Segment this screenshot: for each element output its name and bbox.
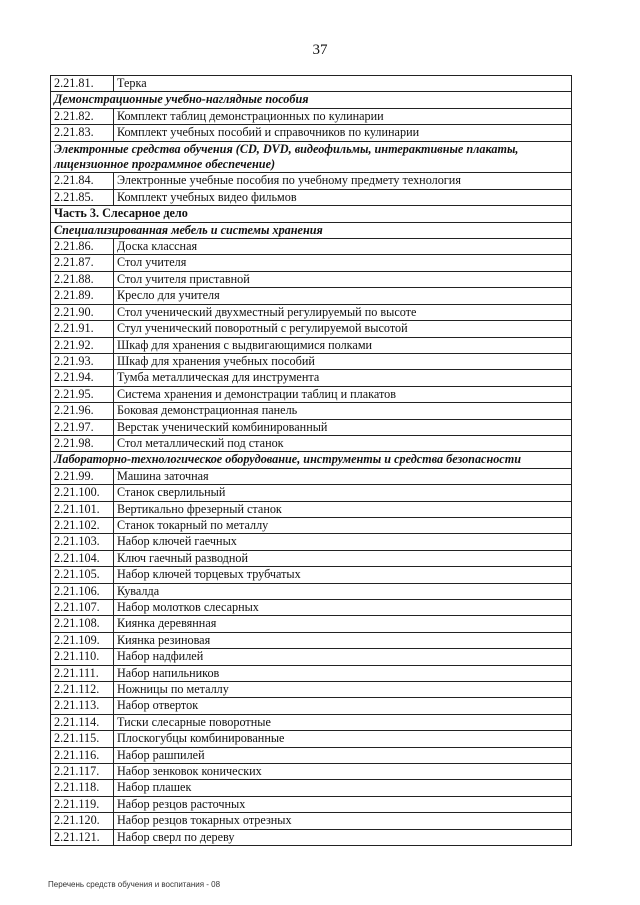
item-name: Станок сверлильный <box>114 485 572 501</box>
item-code: 2.21.88. <box>51 271 114 287</box>
table-row <box>51 600 572 616</box>
item-name: Комплект учебных пособий и справочников по кулинарии <box>114 125 572 141</box>
item-code: 2.21.113. <box>51 698 114 714</box>
item-code: 2.21.116. <box>51 747 114 763</box>
item-code: 2.21.105. <box>51 567 114 583</box>
item-name: Система хранения и демонстрации таблиц и плакатов <box>114 386 572 402</box>
item-name: Набор резцов токарных отрезных <box>114 813 572 829</box>
item-code: 2.21.90. <box>51 304 114 320</box>
section-heading-row <box>51 141 572 173</box>
item-name: Стол учителя приставной <box>114 271 572 287</box>
part-heading-row <box>51 206 572 222</box>
table-row <box>51 616 572 632</box>
section-heading: Лабораторно-технологическое оборудование, инструменты и средства безопасности <box>51 452 572 468</box>
table-row <box>51 403 572 419</box>
item-code: 2.21.117. <box>51 764 114 780</box>
table-row <box>51 189 572 205</box>
item-code: 2.21.93. <box>51 353 114 369</box>
item-code: 2.21.106. <box>51 583 114 599</box>
table-row <box>51 649 572 665</box>
table-row <box>51 304 572 320</box>
item-name: Стол металлический под станок <box>114 435 572 451</box>
item-name: Набор молотков слесарных <box>114 600 572 616</box>
item-code: 2.21.86. <box>51 239 114 255</box>
item-code: 2.21.96. <box>51 403 114 419</box>
table-row <box>51 353 572 369</box>
table-row <box>51 419 572 435</box>
table-row <box>51 747 572 763</box>
table-row <box>51 780 572 796</box>
table-row <box>51 813 572 829</box>
item-name: Шкаф для хранения учебных пособий <box>114 353 572 369</box>
item-code: 2.21.107. <box>51 600 114 616</box>
item-name: Тумба металлическая для инструмента <box>114 370 572 386</box>
item-code: 2.21.81. <box>51 76 114 92</box>
table-row <box>51 271 572 287</box>
item-name: Набор отверток <box>114 698 572 714</box>
item-name: Плоскогубцы комбинированные <box>114 731 572 747</box>
table-row <box>51 796 572 812</box>
item-name: Киянка резиновая <box>114 632 572 648</box>
table-row <box>51 288 572 304</box>
item-name: Набор резцов расточных <box>114 796 572 812</box>
item-name: Доска классная <box>114 239 572 255</box>
item-name: Станок токарный по металлу <box>114 517 572 533</box>
table-body <box>51 76 572 846</box>
table-row <box>51 567 572 583</box>
item-name: Набор ключей гаечных <box>114 534 572 550</box>
item-name: Набор рашпилей <box>114 747 572 763</box>
item-code: 2.21.85. <box>51 189 114 205</box>
table-row <box>51 255 572 271</box>
item-name: Тиски слесарные поворотные <box>114 714 572 730</box>
item-code: 2.21.98. <box>51 435 114 451</box>
item-name: Набор ключей торцевых трубчатых <box>114 567 572 583</box>
section-heading-row <box>51 92 572 108</box>
table-row <box>51 829 572 845</box>
item-code: 2.21.83. <box>51 125 114 141</box>
item-name: Комплект таблиц демонстрационных по кулинарии <box>114 108 572 124</box>
item-name: Набор напильников <box>114 665 572 681</box>
table-row <box>51 583 572 599</box>
item-name: Стол учителя <box>114 255 572 271</box>
item-code: 2.21.82. <box>51 108 114 124</box>
item-code: 2.21.92. <box>51 337 114 353</box>
item-name: Стул ученический поворотный с регулируемой высотой <box>114 321 572 337</box>
item-name: Кресло для учителя <box>114 288 572 304</box>
item-name: Ключ гаечный разводной <box>114 550 572 566</box>
table-row <box>51 337 572 353</box>
item-code: 2.21.84. <box>51 173 114 189</box>
item-code: 2.21.112. <box>51 682 114 698</box>
item-name: Набор сверл по дереву <box>114 829 572 845</box>
item-name: Терка <box>114 76 572 92</box>
table-row <box>51 534 572 550</box>
item-code: 2.21.89. <box>51 288 114 304</box>
item-code: 2.21.100. <box>51 485 114 501</box>
item-code: 2.21.94. <box>51 370 114 386</box>
section-heading: Специализированная мебель и системы хранения <box>51 222 572 238</box>
table-row <box>51 550 572 566</box>
table-row <box>51 485 572 501</box>
item-name: Электронные учебные пособия по учебному предмету технология <box>114 173 572 189</box>
item-code: 2.21.91. <box>51 321 114 337</box>
table-row <box>51 682 572 698</box>
item-name: Машина заточная <box>114 468 572 484</box>
table-row <box>51 731 572 747</box>
item-name: Стол ученический двухместный регулируемый по высоте <box>114 304 572 320</box>
table-row <box>51 468 572 484</box>
item-name: Верстак ученический комбинированный <box>114 419 572 435</box>
item-name: Ножницы по металлу <box>114 682 572 698</box>
item-name: Набор зенковок конических <box>114 764 572 780</box>
table-row <box>51 321 572 337</box>
table-row <box>51 435 572 451</box>
page-footer: Перечень средств обучения и воспитания - 08 <box>48 880 221 889</box>
item-name: Комплект учебных видео фильмов <box>114 189 572 205</box>
table-row <box>51 386 572 402</box>
item-name: Боковая демонстрационная панель <box>114 403 572 419</box>
table-row <box>51 517 572 533</box>
table-row <box>51 76 572 92</box>
item-name: Вертикально фрезерный станок <box>114 501 572 517</box>
table-row <box>51 108 572 124</box>
item-code: 2.21.97. <box>51 419 114 435</box>
item-code: 2.21.95. <box>51 386 114 402</box>
part-heading: Часть 3. Слесарное дело <box>51 206 572 222</box>
item-code: 2.21.120. <box>51 813 114 829</box>
item-code: 2.21.110. <box>51 649 114 665</box>
item-code: 2.21.101. <box>51 501 114 517</box>
item-name: Киянка деревянная <box>114 616 572 632</box>
item-code: 2.21.111. <box>51 665 114 681</box>
table-row <box>51 698 572 714</box>
item-name: Шкаф для хранения с выдвигающимися полками <box>114 337 572 353</box>
item-code: 2.21.118. <box>51 780 114 796</box>
table-row <box>51 370 572 386</box>
section-heading: Электронные средства обучения (CD, DVD, видеофильмы, интерактивные плакаты, лицензионное программное обеспечение) <box>51 141 572 173</box>
item-name: Набор плашек <box>114 780 572 796</box>
item-name: Набор надфилей <box>114 649 572 665</box>
item-code: 2.21.87. <box>51 255 114 271</box>
item-code: 2.21.108. <box>51 616 114 632</box>
table-row <box>51 632 572 648</box>
section-heading-row <box>51 452 572 468</box>
section-heading: Демонстрационные учебно-наглядные пособия <box>51 92 572 108</box>
table-row <box>51 173 572 189</box>
table-row <box>51 665 572 681</box>
section-heading-row <box>51 222 572 238</box>
equipment-table <box>50 75 572 846</box>
table-row <box>51 764 572 780</box>
item-code: 2.21.119. <box>51 796 114 812</box>
item-code: 2.21.109. <box>51 632 114 648</box>
item-code: 2.21.114. <box>51 714 114 730</box>
item-code: 2.21.103. <box>51 534 114 550</box>
table-row <box>51 501 572 517</box>
page-number: 37 <box>312 42 328 58</box>
item-code: 2.21.99. <box>51 468 114 484</box>
table-row <box>51 239 572 255</box>
item-code: 2.21.102. <box>51 517 114 533</box>
table-row <box>51 125 572 141</box>
item-code: 2.21.104. <box>51 550 114 566</box>
item-name: Кувалда <box>114 583 572 599</box>
item-code: 2.21.115. <box>51 731 114 747</box>
item-code: 2.21.121. <box>51 829 114 845</box>
table-row <box>51 714 572 730</box>
